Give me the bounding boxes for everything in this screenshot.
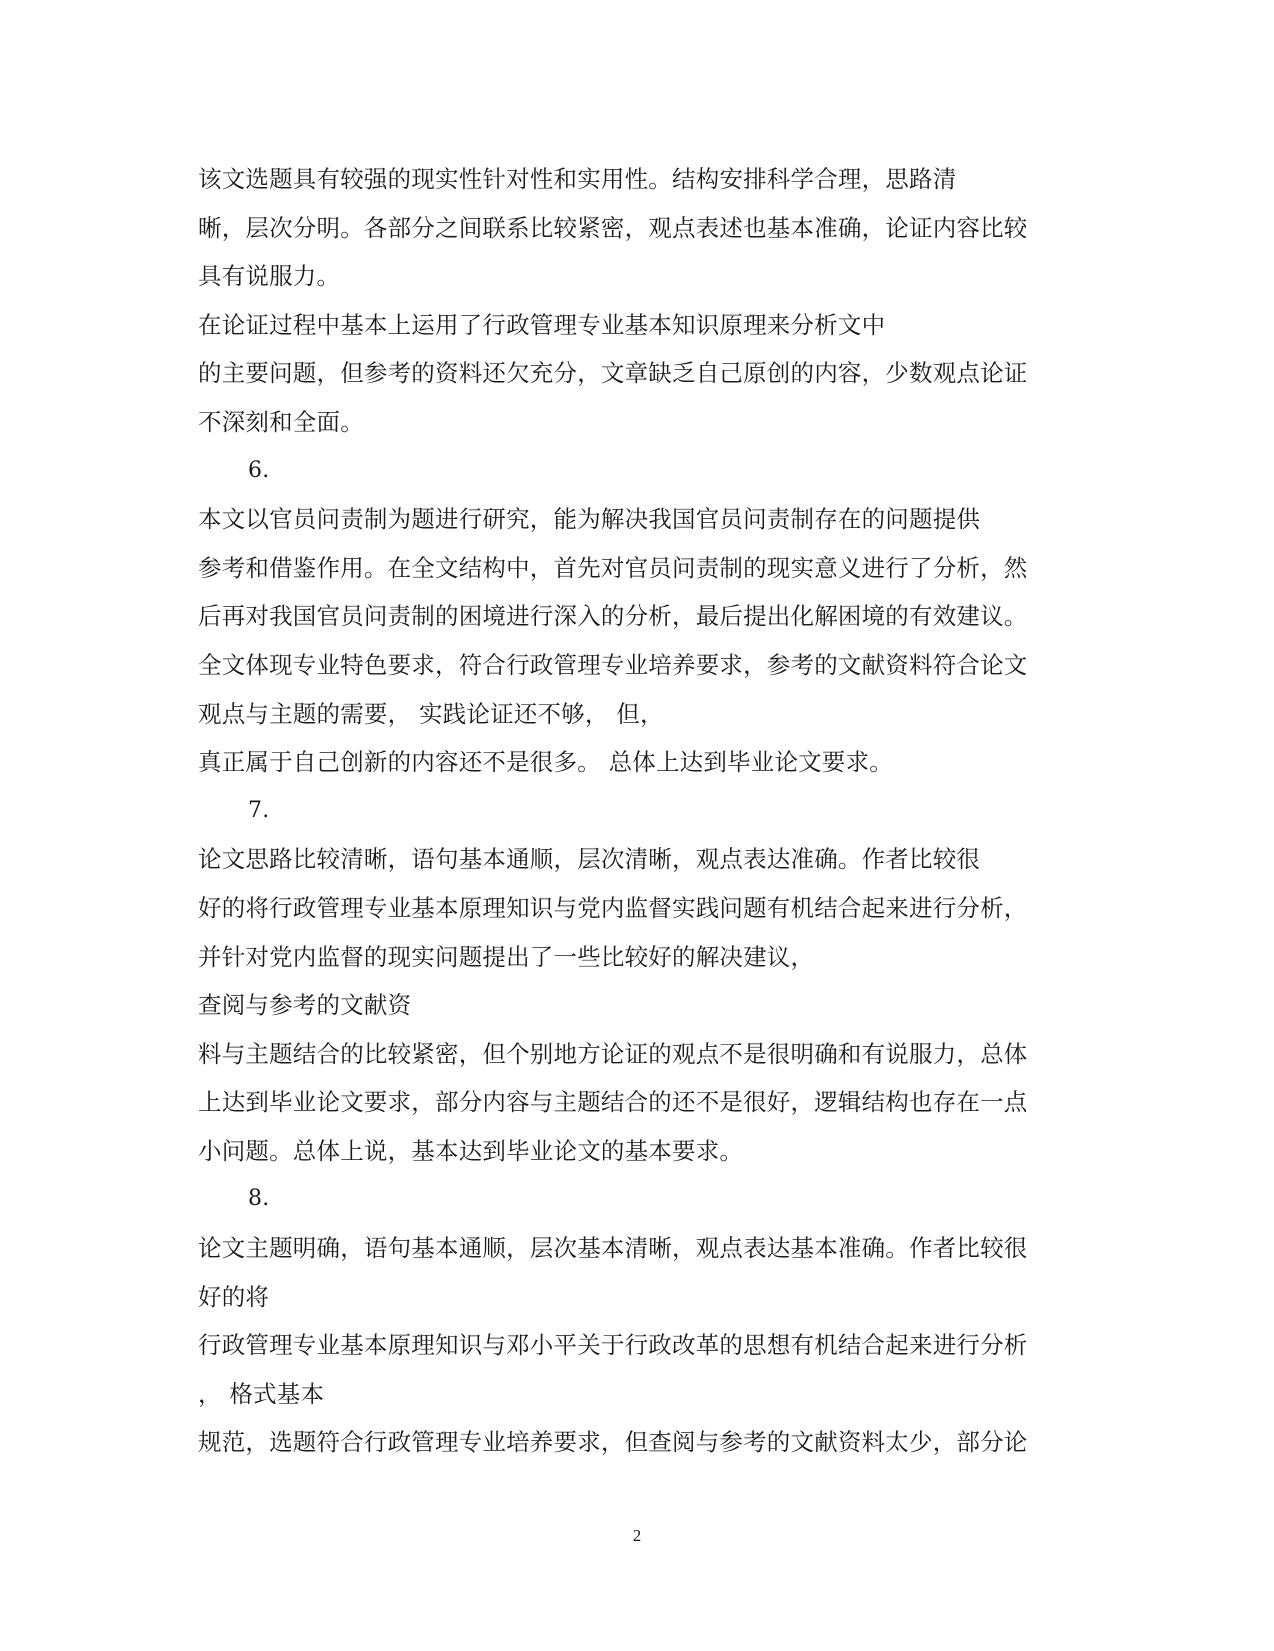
text-line: 行政管理专业基本原理知识与邓小平关于行政改革的思想有机结合起来进行分析 (198, 1331, 1028, 1360)
text-line: 好的将 (198, 1282, 270, 1311)
page-number: 2 (632, 1526, 642, 1545)
document-body (198, 155, 1078, 1467)
section-number: 8. (248, 1186, 270, 1212)
text-line: 参考和借鉴作用。在全文结构中，首先对官员问责制的现实意义进行了分析，然 (198, 553, 1028, 582)
text-line: 论文主题明确，语句基本通顺，层次基本清晰，观点表达基本准确。作者比较很 (198, 1234, 1028, 1263)
text-line: 上达到毕业论文要求，部分内容与主题结合的还不是很好，逻辑结构也存在一点 (198, 1088, 1028, 1117)
text-line: 该文选题具有较强的现实性针对性和实用性。结构安排科学合理，思路清 (198, 165, 957, 193)
text-line: 真正属于自己创新的内容还不是很多。 总体上达到毕业论文要求。 (198, 748, 893, 777)
text-line: 观点与主题的需要， 实践论证还不够， 但， (198, 699, 664, 728)
text-line: 论文思路比较清晰，语句基本通顺，层次清晰，观点表达准确。作者比较很 (198, 845, 981, 874)
text-line: 并针对党内监督的现实问题提出了一些比较好的解决建议， (198, 942, 815, 971)
text-line: 料与主题结合的比较紧密，但个别地方论证的观点不是很明确和有说服力，总体 (198, 1039, 1028, 1068)
text-line: 全文体现专业特色要求，符合行政管理专业培养要求，参考的文献资料符合论文 (198, 650, 1028, 679)
text-line: 具有说服力。 (198, 262, 341, 291)
text-line: 好的将行政管理专业基本原理知识与党内监督实践问题有机结合起来进行分析， (198, 893, 1028, 922)
text-line: 在论证过程中基本上运用了行政管理专业基本知识原理来分析文中 (198, 310, 886, 339)
text-line: 本文以官员问责制为题进行研究，能为解决我国官员问责制存在的问题提供 (198, 505, 981, 534)
text-line: 规范，选题符合行政管理专业培养要求，但查阅与参考的文献资料太少，部分论 (198, 1428, 1028, 1457)
section-number: 7. (248, 797, 270, 823)
text-line: 后再对我国官员问责制的困境进行深入的分析，最后提出化解困境的有效建议。 (198, 602, 1028, 631)
text-line: 的主要问题，但参考的资料还欠充分，文章缺乏自己原创的内容，少数观点论证 (198, 359, 1028, 388)
text-line: 查阅与参考的文献资 (198, 991, 412, 1020)
text-line: 小问题。总体上说，基本达到毕业论文的基本要求。 (198, 1136, 744, 1165)
section-number: 6. (248, 457, 270, 483)
text-line: ， 格式基本 (198, 1379, 325, 1408)
text-line: 晰，层次分明。各部分之间联系比较紧密，观点表述也基本准确，论证内容比较 (198, 213, 1028, 242)
text-line: 不深刻和全面。 (198, 407, 364, 436)
